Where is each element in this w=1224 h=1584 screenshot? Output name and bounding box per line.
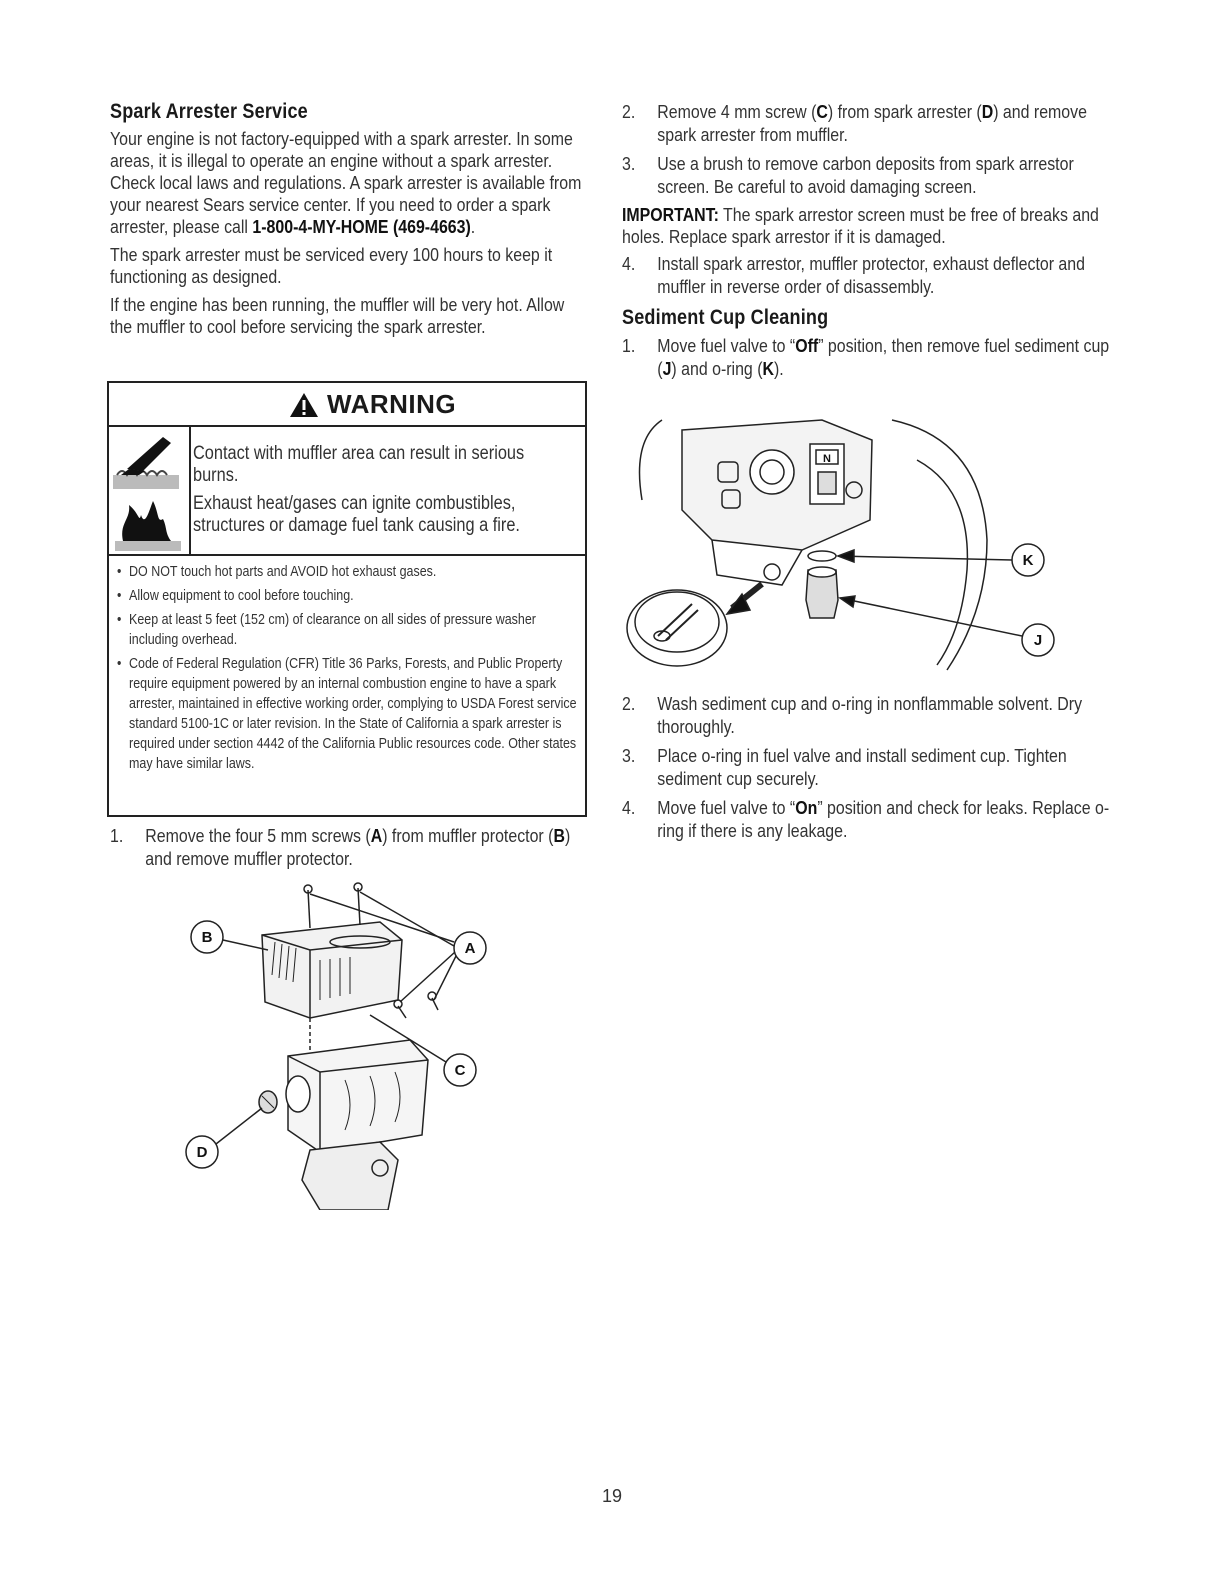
page-number: 19 xyxy=(601,1486,623,1506)
warning-bullet: • Allow equipment to cool before touching. xyxy=(117,586,577,606)
step-4-reinstall: 4. Install spark arrestor, muffler protector, exhaust deflector and muffler in reverse order of disassembly. xyxy=(622,253,1085,297)
warning-header xyxy=(109,383,585,427)
warning-box xyxy=(107,381,587,817)
important-label: IMPORTANT: xyxy=(622,204,719,225)
warning-bullet: • Keep at least 5 feet (152 cm) of clearance on all sides of pressure washer including overhead. xyxy=(117,610,577,650)
sediment-step-4: 4. Move fuel valve to “On” position and check for leaks. Replace o-ring if there is any leakage. xyxy=(622,797,1110,841)
spark-intro-paragraph: Your engine is not factory-equipped with a spark arrester. In some areas, it is illegal to operate an engine without a spark arrester. Check local laws and regulations. A spark arrester is available from your nearest Sears service center. If you need to order a spark arrester, please call 1-800-4-MY-HOME (469-4663). xyxy=(110,128,582,237)
neutral-label: N xyxy=(823,453,831,465)
hot-surface-icon xyxy=(109,429,187,493)
callout-c: C xyxy=(454,1062,466,1079)
warning-bullets xyxy=(109,556,585,774)
left-steps xyxy=(110,824,590,876)
callout-b: B xyxy=(201,929,213,946)
burn-warning: Contact with muffler area can result in serious burns. xyxy=(193,443,525,486)
muffler-exploded-diagram xyxy=(170,880,500,1210)
warning-title: WARNING xyxy=(327,389,457,419)
service-interval-paragraph: The spark arrester must be serviced every 100 hours to keep it functioning as designed. xyxy=(110,244,553,287)
fire-warning: Exhaust heat/gases can ignite combustibles, structures or damage fuel tank causing a fire. xyxy=(193,493,520,536)
callout-j: J xyxy=(1033,632,1043,649)
warning-triangle-icon xyxy=(289,392,319,418)
right-column xyxy=(622,100,1112,386)
warning-bullet: • DO NOT touch hot parts and AVOID hot exhaust gases. xyxy=(117,562,577,582)
warning-bullet: • Code of Federal Regulation (CFR) Title 36 Parks, Forests, and Public Property require equipment powered by an internal combustion engine to have a spark arrester, maintained in effective working order, complying to USDA Forest service standard 5100-1C or later revision. In the State of California a spark arrester is required under section 4442 of the California Public resources code. Other states may have similar laws. xyxy=(117,654,577,774)
callout-k: K xyxy=(1022,552,1034,569)
step-2-remove-screw: 2. Remove 4 mm screw (C) from spark arrester (D) and remove spark arrester from muffler. xyxy=(622,101,1087,145)
sediment-step-3: 3. Place o-ring in fuel valve and install sediment cup. Tighten sediment cup securely. xyxy=(622,745,1067,789)
callout-a: A xyxy=(464,940,476,957)
sediment-step-1: 1. Move fuel valve to “Off” position, then remove fuel sediment cup (J) and o-ring (K). xyxy=(622,335,1110,379)
callout-d: D xyxy=(196,1144,208,1161)
phone-number: 1-800-4-MY-HOME (469-4663) xyxy=(252,216,471,237)
spark-arrester-heading: Spark Arrester Service xyxy=(110,100,308,123)
fire-icon xyxy=(109,493,187,553)
warning-text xyxy=(193,443,573,543)
step-1-remove-protector: 1. Remove the four 5 mm screws (A) from muffler protector (B) and remove muffler protector. xyxy=(110,825,571,869)
left-column xyxy=(110,100,590,344)
warning-hazards xyxy=(109,427,585,556)
hot-muffler-paragraph: If the engine has been running, the muffler will be very hot. Allow the muffler to cool before servicing the spark arrester. xyxy=(110,294,565,337)
warning-icons xyxy=(109,427,191,554)
step-3-brush-screen: 3. Use a brush to remove carbon deposits from spark arrestor screen. Be careful to avoid damaging screen. xyxy=(622,153,1074,197)
important-note: IMPORTANT: The spark arrestor screen must be free of breaks and holes. Replace spark arrestor if it is damaged. xyxy=(622,204,1099,247)
sediment-cup-diagram xyxy=(622,400,1062,685)
sediment-step-2: 2. Wash sediment cup and o-ring in nonflammable solvent. Dry thoroughly. xyxy=(622,693,1083,737)
sediment-cup-heading: Sediment Cup Cleaning xyxy=(622,306,829,329)
sediment-steps xyxy=(622,692,1112,848)
